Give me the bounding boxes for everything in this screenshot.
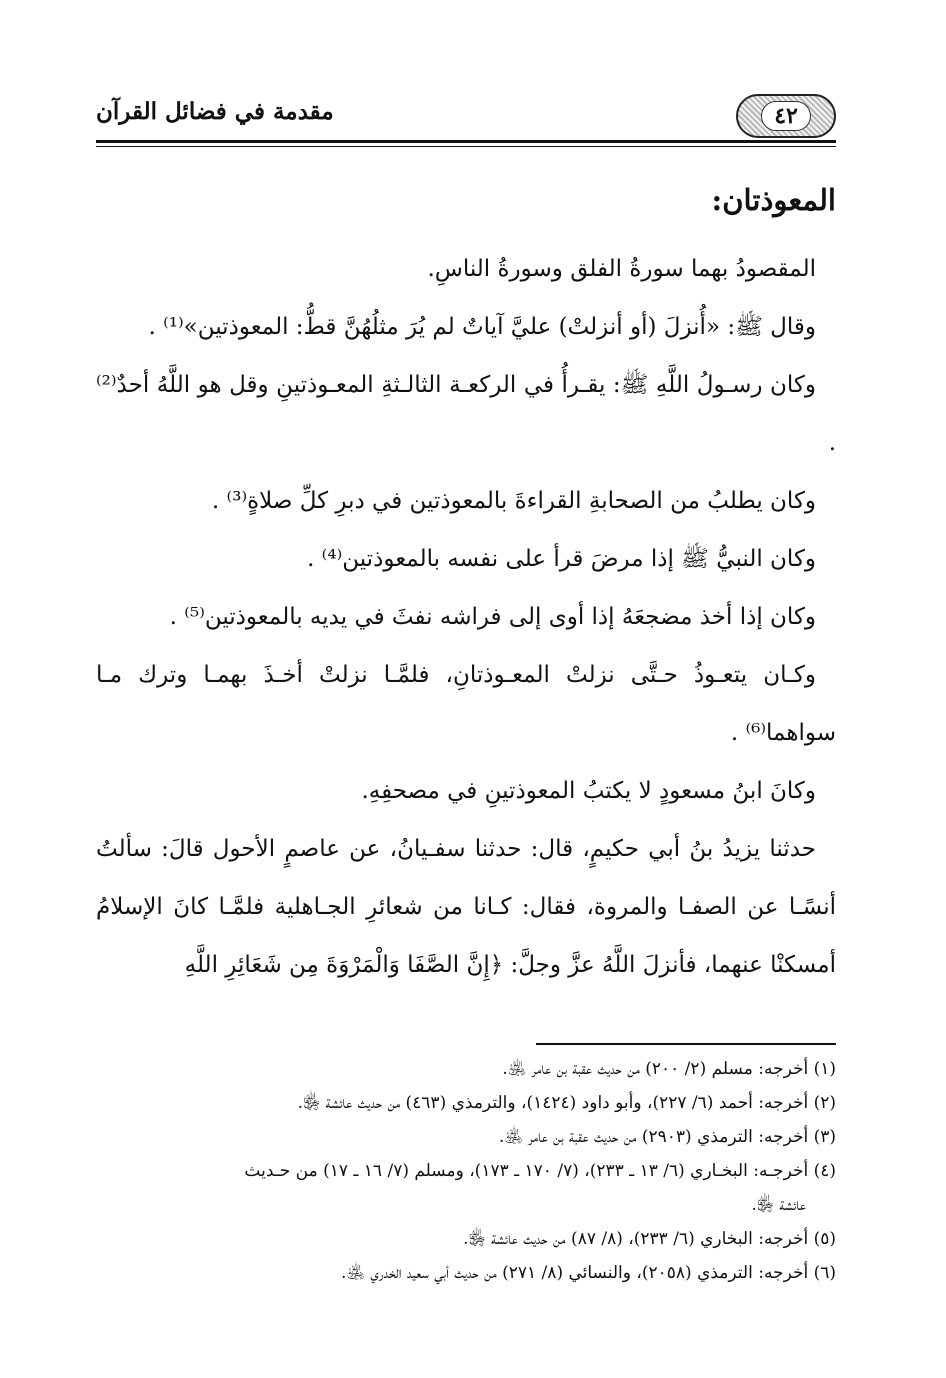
page-number-badge — [736, 94, 836, 138]
paragraph: وكان رسـولُ اللَّهِ ﷺ: يقـرأُ في الركعـة الثالـثةِ المعـوذتينِ وقل هو اللَّهُ أحدٌ⁽²⁾ . — [96, 372, 836, 456]
paragraph: وكانَ ابنُ مسعودٍ لا يكتبُ المعوذتينِ في مصحفِهِ. — [361, 778, 816, 804]
paragraph: وكـان يتعـوذُ حـتَّى نزلتْ المعـوذتانِ، فلمَّـا نزلتْ أخـذَ بهمـا وترك مـا سواهما⁽⁶⁾ . — [96, 662, 836, 746]
paragraph: المقصودُ بهما سورةُ الفلق وسورةُ الناسِ. — [427, 256, 816, 282]
footnotes — [96, 1052, 836, 1290]
footnote: (٦) أخرجه: الترمذي (٢٠٥٨)، والنسائي (٨/ ٢٧١) من حديث أبي سعيد الخدري ﵁. — [341, 1263, 836, 1283]
main-text — [96, 176, 836, 994]
footnote-continuation: عائشة ﵂. — [751, 1195, 806, 1215]
footnote: (٢) أخرجه: أحمد (٦/ ٢٢٧)، وأبو داود (١٤٢٤)، والترمذي (٤٦٣) من حديث عائشة ﵂. — [297, 1093, 836, 1113]
footnote: (٥) أخرجه: البخاري (٦/ ٢٣٣)، (٨/ ٨٧) من حديث عائشة ﵂. — [463, 1229, 836, 1249]
footnote: (٣) أخرجه: الترمذي (٢٩٠٣) من حديث عقبة بن عامر ﵁. — [498, 1127, 836, 1147]
paragraph: وكان يطلبُ من الصحابةِ القراءةَ بالمعوذتين في دبرِ كلِّ صلاةٍ⁽³⁾ . — [211, 488, 816, 514]
running-title: مقدمة في فضائل القرآن — [96, 98, 334, 125]
footnote: (٤) أخرجـه: البخـاري (٦/ ١٣ ـ ٢٣٣)، (٧/ ١٧٠ ـ ١٧٣)، ومسلم (٧/ ١٦ ـ ١٧) من حـديث — [244, 1161, 836, 1181]
paragraph: حدثنا يزيدُ بنُ أبي حكيمٍ، قال: حدثنا سفـيانُ، عن عاصمٍ الأحول قالَ: سألتُ أنسًـا عن الصفـا والمروة، فقال: كـانا من شعائرِ الجـاهلية فلمَّـا كانَ الإسلامُ أمسكنْا عنهما، فأنزلَ اللَّهُ عزَّ وجلَّ: ﴿إِنَّ الصَّفَا وَالْمَرْوَةَ مِن شَعَائِرِ اللَّهِ — [96, 836, 836, 978]
header-rule-thin — [96, 146, 836, 147]
page-header — [96, 88, 836, 144]
paragraph: وقال ﷺ: «أُنزلَ (أو أنزلتْ) عليَّ آياتٌ لم يُرَ مثلُهُنَّ قطُّ: المعوذتين»⁽¹⁾ . — [148, 314, 816, 340]
page-number: ٤٢ — [761, 101, 811, 131]
paragraph: وكان النبيُّ ﷺ إذا مرضَ قرأ على نفسه بالمعوذتين⁽⁴⁾ . — [307, 546, 816, 572]
footnote-separator — [536, 1043, 836, 1045]
section-title: المعوذتان: — [711, 183, 836, 217]
footnote: (١) أخرجه: مسلم (٢/ ٢٠٠) من حديث عقبة بن عامر ﵁. — [502, 1059, 836, 1079]
header-rule — [96, 140, 836, 143]
paragraph: وكان إذا أخذ مضجعَهُ إذا أوى إلى فراشه نفثَ في يديه بالمعوذتين⁽⁵⁾ . — [169, 604, 816, 630]
